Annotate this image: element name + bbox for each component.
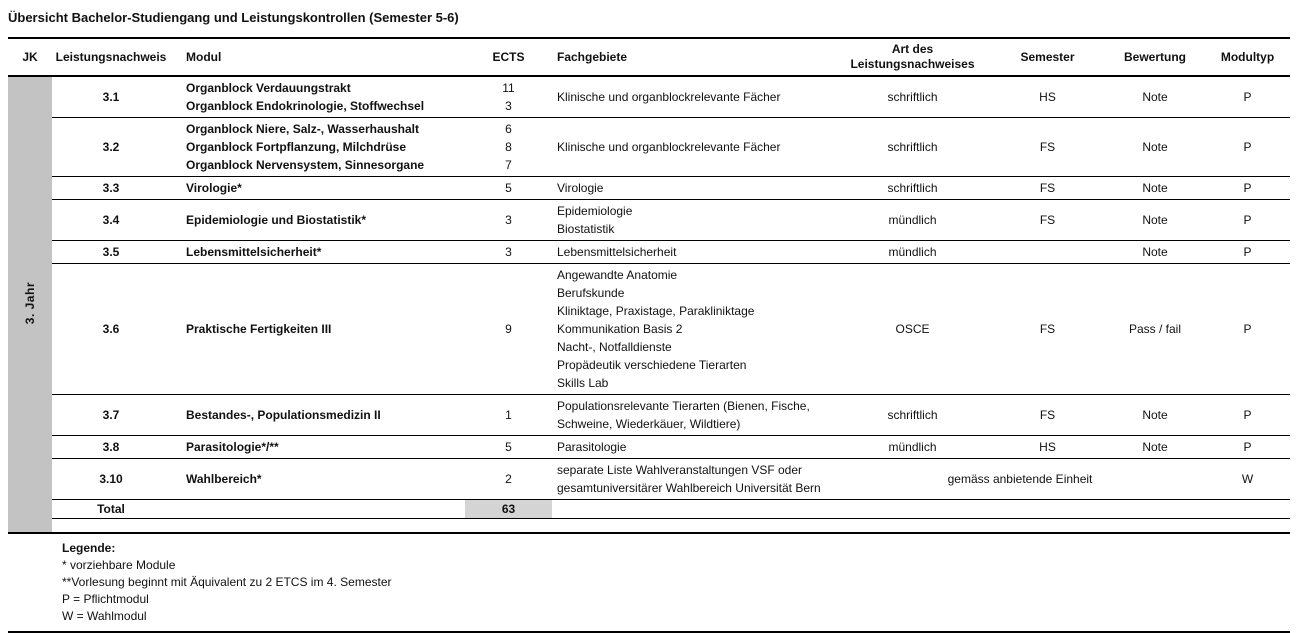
cell-modul: [170, 200, 465, 241]
cell-ects: [465, 395, 552, 436]
module-name: Bestandes-, Populationsmedizin II: [186, 408, 381, 422]
table-row: [8, 76, 1290, 118]
total-row: [8, 500, 1290, 519]
column-header-modultyp: Modultyp: [1205, 38, 1290, 76]
cell-fachgebiete: [552, 177, 835, 200]
cell-art: schriftlich: [835, 118, 990, 177]
cell-bewertung: Note: [1105, 76, 1205, 118]
total-label-cell: Total: [52, 500, 170, 519]
legend-item: P = Pflichtmodul: [62, 592, 149, 606]
fachgebiet-line: Kommunikation Basis 2: [557, 322, 683, 336]
module-name: Organblock Verdauungstrakt: [186, 81, 351, 95]
column-header-fachgebiete: Fachgebiete: [552, 38, 835, 76]
fachgebiet-line: Klinische und organblockrelevante Fächer: [557, 140, 781, 154]
cell-art: schriftlich: [835, 177, 990, 200]
legend-item: W = Wahlmodul: [62, 609, 147, 623]
cell-semester: [990, 241, 1105, 264]
table-row: [8, 177, 1290, 200]
table-row: [8, 264, 1290, 395]
cell-leistungsnachweis: [52, 76, 170, 118]
table-row: [8, 395, 1290, 436]
cell-leistungsnachweis: [52, 395, 170, 436]
module-name: Parasitologie*/**: [186, 440, 279, 454]
column-header-ects: ECTS: [465, 38, 552, 76]
cell-ects: [465, 118, 552, 177]
total-ects-cell: 63: [465, 500, 552, 519]
jk-year-label: 3. Jahr: [23, 281, 37, 325]
module-name: Organblock Nervensystem, Sinnesorgane: [186, 158, 425, 172]
ects-value: 2: [505, 472, 512, 486]
page-title: Übersicht Bachelor-Studiengang und Leistungskontrollen (Semester 5-6): [8, 10, 459, 25]
spacer-cell: [52, 519, 1290, 533]
cell-bewertung: Note: [1105, 118, 1205, 177]
fachgebiet-line: Angewandte Anatomie: [557, 268, 678, 282]
cell-leistungsnachweis: [52, 177, 170, 200]
cell-fachgebiete: [552, 264, 835, 395]
cell-ects: [465, 436, 552, 459]
ects-value: 3: [505, 99, 512, 113]
ects-value: 9: [505, 322, 512, 336]
fachgebiet-line: gesamtuniversitärer Wahlbereich Universität Bern: [557, 481, 821, 495]
fachgebiet-line: Lebensmittelsicherheit: [557, 245, 677, 259]
empty-cell: [170, 500, 465, 519]
cell-modul: [170, 459, 465, 500]
cell-fachgebiete: [552, 118, 835, 177]
fachgebiet-line: Nacht-, Notfalldienste: [557, 340, 672, 354]
cell-ects: [465, 241, 552, 264]
fachgebiet-line: separate Liste Wahlveranstaltungen VSF oder: [557, 463, 803, 477]
table-row: [8, 459, 1290, 500]
fachgebiet-line: Berufskunde: [557, 286, 625, 300]
leistungsnachweis-number: 3.1: [102, 90, 120, 104]
ects-value: 3: [505, 245, 512, 259]
cell-fachgebiete: [552, 76, 835, 118]
cell-leistungsnachweis: [52, 459, 170, 500]
cell-modul: [170, 395, 465, 436]
table-row: [8, 118, 1290, 177]
column-header-modul: Modul: [170, 38, 465, 76]
cell-modul: [170, 118, 465, 177]
cell-ects: [465, 200, 552, 241]
column-header-semester: Semester: [990, 38, 1105, 76]
fachgebiet-line: Virologie: [557, 181, 604, 195]
cell-semester: FS: [990, 200, 1105, 241]
fachgebiet-line: Populationsrelevante Tierarten (Bienen, Fische,: [557, 399, 810, 413]
cell-modultyp: P: [1205, 76, 1290, 118]
cell-fachgebiete: [552, 241, 835, 264]
cell-modul: [170, 177, 465, 200]
fachgebiet-line: Kliniktage, Praxistage, Parakliniktage: [557, 304, 755, 318]
column-header-leistungsnachweis: Leistungsnachweis: [52, 38, 170, 76]
cell-ects: [465, 76, 552, 118]
table-row: [8, 200, 1290, 241]
cell-bewertung: Note: [1105, 436, 1205, 459]
table-body: [8, 76, 1290, 532]
cell-fachgebiete: [552, 436, 835, 459]
fachgebiet-line: Biostatistik: [557, 222, 615, 236]
curriculum-table: [8, 37, 1290, 532]
column-header-jk: JK: [8, 38, 52, 76]
column-header-bewertung: Bewertung: [1105, 38, 1205, 76]
leistungsnachweis-number: 3.5: [102, 245, 120, 259]
cell-ects: [465, 177, 552, 200]
fachgebiet-line: Klinische und organblockrelevante Fächer: [557, 90, 781, 104]
cell-art: mündlich: [835, 436, 990, 459]
cell-bewertung: Note: [1105, 241, 1205, 264]
cell-semester: FS: [990, 118, 1105, 177]
cell-semester: FS: [990, 177, 1105, 200]
ects-value: 8: [505, 140, 512, 154]
ects-value: 11: [502, 81, 515, 95]
ects-value: 5: [505, 440, 512, 454]
empty-cell: [552, 500, 1290, 519]
cell-modul: [170, 264, 465, 395]
cell-modultyp: P: [1205, 177, 1290, 200]
cell-bewertung: Note: [1105, 200, 1205, 241]
leistungsnachweis-number: 3.3: [102, 181, 120, 195]
cell-art: mündlich: [835, 200, 990, 241]
module-name: Praktische Fertigkeiten III: [186, 322, 332, 336]
cell-modul: [170, 76, 465, 118]
cell-modultyp: P: [1205, 395, 1290, 436]
header-row: [8, 38, 1290, 76]
table-row: [8, 436, 1290, 459]
cell-bewertung: Note: [1105, 395, 1205, 436]
fachgebiet-line: Propädeutik verschiedene Tierarten: [557, 358, 747, 372]
cell-bewertung: Note: [1105, 177, 1205, 200]
leistungsnachweis-number: 3.6: [102, 322, 120, 336]
cell-ects: [465, 459, 552, 500]
cell-semester: HS: [990, 436, 1105, 459]
leistungsnachweis-number: 3.7: [102, 408, 120, 422]
cell-modultyp: P: [1205, 118, 1290, 177]
leistungsnachweis-number: 3.8: [102, 440, 120, 454]
module-name: Virologie*: [186, 181, 242, 195]
fachgebiet-line: Skills Lab: [557, 376, 609, 390]
module-name: Organblock Fortpflanzung, Milchdrüse: [186, 140, 407, 154]
cell-semester: FS: [990, 395, 1105, 436]
cell-semester: FS: [990, 264, 1105, 395]
module-name: Lebensmittelsicherheit*: [186, 245, 322, 259]
leistungsnachweis-number: 3.4: [102, 213, 120, 227]
table-header: [8, 38, 1290, 76]
module-name: Organblock Endokrinologie, Stoffwechsel: [186, 99, 425, 113]
module-name: Epidemiologie und Biostatistik*: [186, 213, 367, 227]
cell-fachgebiete: [552, 459, 835, 500]
cell-leistungsnachweis: [52, 118, 170, 177]
cell-leistungsnachweis: [52, 436, 170, 459]
column-header-art: Art des Leistungsnachweises: [835, 38, 990, 76]
fachgebiet-line: Schweine, Wiederkäuer, Wildtiere): [557, 417, 741, 431]
leistungsnachweis-number: 3.10: [99, 472, 123, 486]
cell-fachgebiete: [552, 395, 835, 436]
module-name: Wahlbereich*: [186, 472, 262, 486]
module-name: Organblock Niere, Salz-, Wasserhaushalt: [186, 122, 419, 136]
ects-value: 5: [505, 181, 512, 195]
cell-modultyp: P: [1205, 200, 1290, 241]
ects-value: 1: [505, 408, 512, 422]
cell-art-spanning: gemäss anbietende Einheit: [835, 459, 1205, 500]
cell-modultyp: P: [1205, 264, 1290, 395]
cell-leistungsnachweis: [52, 200, 170, 241]
cell-art: schriftlich: [835, 76, 990, 118]
fachgebiet-line: Parasitologie: [557, 440, 627, 454]
cell-art: mündlich: [835, 241, 990, 264]
cell-bewertung: Pass / fail: [1105, 264, 1205, 395]
leistungsnachweis-number: 3.2: [102, 140, 120, 154]
cell-art: OSCE: [835, 264, 990, 395]
legend-item: **Vorlesung beginnt mit Äquivalent zu 2 ETCS im 4. Semester: [62, 575, 392, 589]
cell-leistungsnachweis: [52, 241, 170, 264]
cell-leistungsnachweis: [52, 264, 170, 395]
cell-ects: [465, 264, 552, 395]
legend-item: * vorziehbare Module: [62, 558, 176, 572]
jk-year-cell: [8, 76, 52, 532]
ects-value: 3: [505, 213, 512, 227]
cell-modul: [170, 436, 465, 459]
cell-art: schriftlich: [835, 395, 990, 436]
table-row: [8, 241, 1290, 264]
legend: [62, 540, 1299, 625]
cell-modultyp: P: [1205, 436, 1290, 459]
cell-modul: [170, 241, 465, 264]
cell-modultyp: P: [1205, 241, 1290, 264]
cell-semester: HS: [990, 76, 1105, 118]
cell-modultyp: W: [1205, 459, 1290, 500]
legend-heading: Legende:: [62, 541, 116, 555]
spacer-row: [8, 519, 1290, 533]
separator-line-top-of-legend: [8, 532, 1290, 534]
ects-value: 7: [505, 158, 512, 172]
fachgebiet-line: Epidemiologie: [557, 204, 633, 218]
cell-fachgebiete: [552, 200, 835, 241]
ects-value: 6: [505, 122, 512, 136]
